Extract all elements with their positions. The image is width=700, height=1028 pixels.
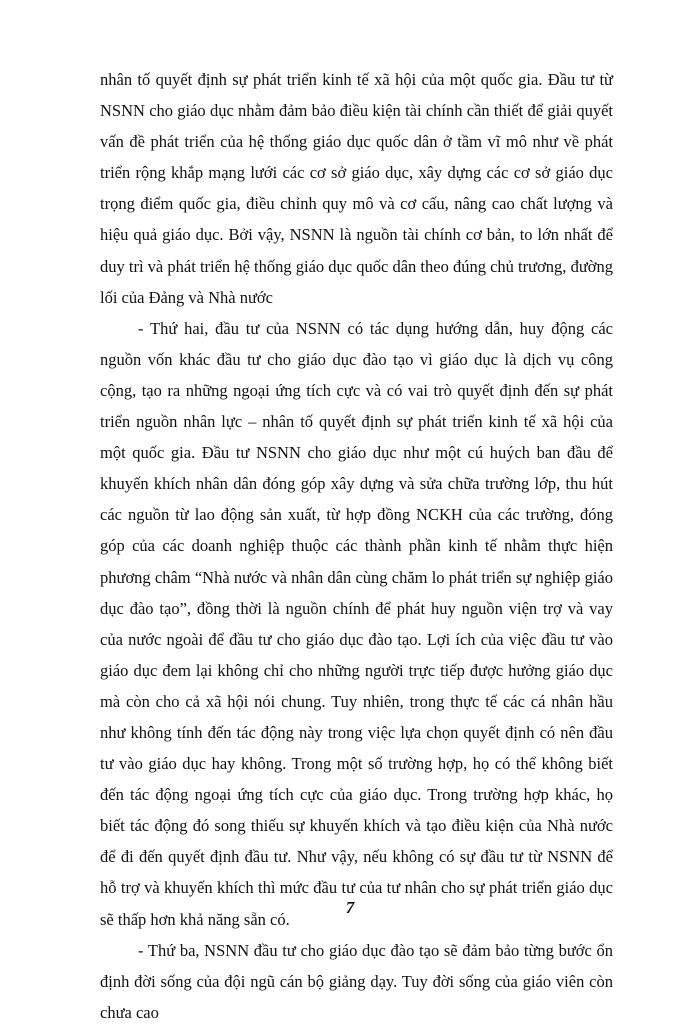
paragraph-second-point: - Thứ hai, đầu tư của NSNN có tác dụng hướng dẫn, huy động các nguồn vốn khác đầu tư cho giáo dục đào tạo vì giáo dục là dịch vụ công cộng, tạo ra những ngoại ứng tích cực và có vai trò quyết định đến sự phát triển nguồn nhân lực – nhân tố quyết định sự phát triển kinh tế xã hội của một quốc gia. Đầu tư NSNN cho giáo dục như một cú huých ban đầu để khuyến khích nhân dân đóng góp xây dựng và sửa chữa trường lớp, thu hút các nguồn từ lao động sản xuất, từ hợp đồng NCKH của các trường, đóng góp của các doanh nghiệp thuộc các thành phần kinh tế nhằm thực hiện phương châm “Nhà nước và nhân dân cùng chăm lo phát triển sự nghiệp giáo dục đào tạo”, đồng thời là nguồn chính để phát huy nguồn viện trợ và vay của nước ngoài để đầu tư cho giáo dục đào tạo. Lợi ích của việc đầu tư vào giáo dục đem lại không chỉ cho những người trực tiếp được hưởng giáo dục mà còn cho cả xã hội nói chung. Tuy nhiên, trong thực tế các cá nhân hầu như không tính đến tác động này trong việc lựa chọn quyết định có nên đầu tư vào giáo dục hay không. Trong một số trường hợp, họ có thể không biết đến tác động ngoại ứng tích cực của giáo dục. Trong trường hợp khác, họ biết tác động đó song thiếu sự khuyến khích và tạo điều kiện của Nhà nước để đi đến quyết định đầu tư. Như vậy, nếu không có sự đầu tư từ NSNN để hỗ trợ và khuyến khích thì mức đầu tư của tư nhân cho sự phát triển giáo dục sẽ thấp hơn khả năng sẵn có. — [100, 318, 613, 929]
page-number: 7 — [345, 898, 355, 917]
paragraph-third-point: - Thứ ba, NSNN đầu tư cho giáo dục đào tạo sẽ đảm bảo từng bước ổn định đời sống của đội ngũ cán bộ giảng dạy. Tuy đời sống của giáo viên còn chưa cao — [100, 940, 613, 1022]
body-text — [100, 64, 613, 1028]
paragraph-continuation: nhân tố quyết định sự phát triển kinh tế xã hội của một quốc gia. Đầu tư từ NSNN cho giáo dục nhằm đảm bảo điều kiện tài chính cần thiết để giải quyết vấn đề phát triển của hệ thống giáo dục quốc dân ở tầm vĩ mô như về phát triển rộng khắp mạng lưới các cơ sở giáo dục, xây dựng các cơ sở giáo dục trọng điểm quốc gia, điều chỉnh quy mô và cơ cấu, nâng cao chất lượng và hiệu quả giáo dục. Bởi vậy, NSNN là nguồn tài chính cơ bản, to lớn nhất để duy trì và phát triển hệ thống giáo dục quốc dân theo đúng chủ trương, đường lối của Đảng và Nhà nước — [100, 70, 613, 307]
